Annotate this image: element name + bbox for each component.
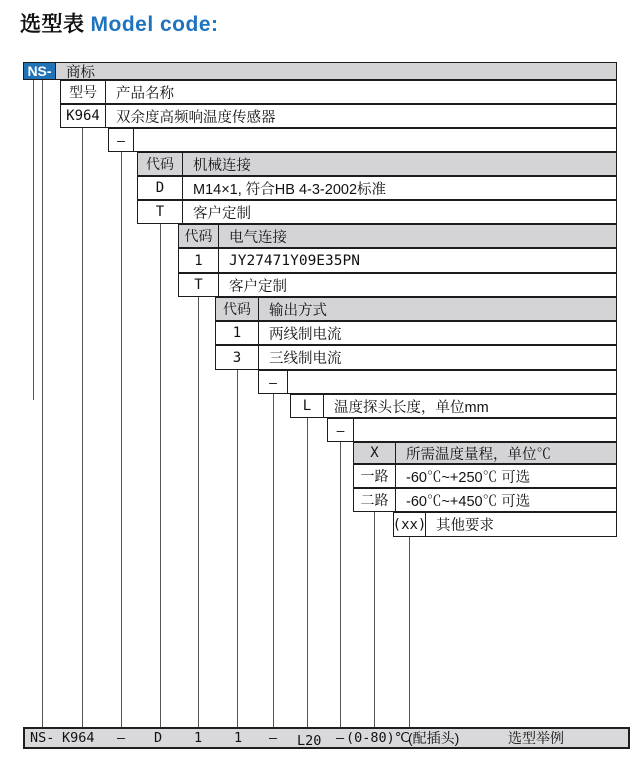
code-cell-mech-option-t: T <box>138 201 183 223</box>
example-part-3: D <box>154 730 163 746</box>
connector-line <box>82 128 83 727</box>
connector-line <box>307 418 308 727</box>
connector-line <box>409 537 410 727</box>
row-range-2 <box>353 488 617 512</box>
desc-cell-output-option-3: 三线制电流 <box>269 351 342 367</box>
row-output-option-1 <box>215 321 617 345</box>
example-part-1: K964 <box>62 730 95 746</box>
code-cell-brand: NS- <box>24 63 56 79</box>
row-output-header <box>215 297 617 321</box>
row-elec-option-t <box>178 273 617 297</box>
connector-line <box>121 152 122 727</box>
desc-cell-mech-option-d: M14×1, 符合HB 4-3-2002标准 <box>193 181 387 198</box>
connector-line <box>374 512 375 727</box>
code-cell-range-header: X <box>354 443 396 463</box>
code-cell-dash-3: – <box>328 419 354 441</box>
page-title-zh: 选型表 <box>20 13 85 36</box>
connector-line <box>237 370 238 727</box>
row-model-header <box>60 80 617 104</box>
desc-cell-model-header: 产品名称 <box>116 85 174 102</box>
desc-cell-mech-header: 机械连接 <box>193 157 251 174</box>
example-part-7: L20 <box>297 733 322 749</box>
example-part-5: 1 <box>234 730 243 746</box>
row-brand <box>23 62 617 80</box>
example-label: 选型举例 <box>508 730 564 746</box>
row-other-req <box>393 512 617 537</box>
page-title <box>20 8 219 38</box>
code-cell-elec-option-t: T <box>179 274 219 296</box>
row-elec-option-1 <box>178 248 617 273</box>
example-part-6: – <box>269 730 278 746</box>
desc-cell-brand: 商标 <box>56 63 616 79</box>
desc-cell-elec-option-t: 客户定制 <box>229 278 287 295</box>
connector-line <box>33 80 34 400</box>
code-cell-output-header: 代码 <box>216 298 259 320</box>
desc-cell-output-option-1: 两线制电流 <box>269 326 342 343</box>
desc-cell-range-2: -60℃~+450℃ 可选 <box>406 493 531 510</box>
connector-line <box>273 394 274 727</box>
row-model-value <box>60 104 617 128</box>
example-part-10: (配插头) <box>408 730 460 746</box>
desc-cell-model-value: 双余度高频响温度传感器 <box>116 109 276 126</box>
desc-cell-dash-2 <box>288 371 616 393</box>
row-range-header <box>353 442 617 464</box>
code-cell-range-1: 一路 <box>354 465 396 487</box>
desc-cell-range-header: 所需温度量程，单位℃ <box>406 446 551 463</box>
desc-cell-dash-3 <box>354 419 616 441</box>
code-cell-output-option-1: 1 <box>216 322 259 344</box>
code-cell-dash-2: – <box>259 371 288 393</box>
row-mech-option-d <box>137 176 617 200</box>
row-range-1 <box>353 464 617 488</box>
code-cell-elec-option-1: 1 <box>179 249 219 272</box>
row-dash-2 <box>258 370 617 394</box>
code-cell-dash-1: – <box>109 129 134 151</box>
code-cell-range-2: 二路 <box>354 489 396 511</box>
desc-cell-other-req: 其他要求 <box>436 518 494 534</box>
row-dash-3 <box>327 418 617 442</box>
code-cell-probe-length: L <box>291 395 324 417</box>
connector-line <box>160 224 161 727</box>
desc-cell-elec-header: 电气连接 <box>229 229 287 246</box>
code-cell-output-option-3: 3 <box>216 346 259 369</box>
example-part-4: 1 <box>194 730 203 746</box>
desc-cell-probe-length: 温度探头长度，单位mm <box>334 399 489 416</box>
desc-cell-output-header: 输出方式 <box>269 302 327 319</box>
row-output-option-3 <box>215 345 617 370</box>
desc-cell-elec-option-1: JY27471Y09E35PN <box>229 252 360 269</box>
desc-cell-range-1: -60℃~+250℃ 可选 <box>406 469 531 486</box>
row-mech-header <box>137 152 617 176</box>
desc-cell-mech-option-t: 客户定制 <box>193 205 251 222</box>
code-cell-other-req: (xx) <box>394 513 426 536</box>
code-cell-model-header: 型号 <box>61 81 106 103</box>
code-cell-mech-header: 代码 <box>138 153 183 175</box>
code-cell-elec-header: 代码 <box>179 225 219 247</box>
example-part-2: – <box>117 730 126 746</box>
desc-cell-dash-1 <box>134 129 616 151</box>
row-mech-option-t <box>137 200 617 224</box>
row-elec-header <box>178 224 617 248</box>
connector-line <box>198 297 199 727</box>
row-dash-1 <box>108 128 617 152</box>
connector-line <box>340 442 341 727</box>
row-probe-length <box>290 394 617 418</box>
code-cell-model-value: K964 <box>61 105 106 127</box>
connector-line <box>42 80 43 727</box>
example-part-9: (0-80)℃ <box>346 730 410 746</box>
example-part-8: – <box>336 730 345 746</box>
example-part-0: NS- <box>30 730 55 746</box>
code-cell-mech-option-d: D <box>138 177 183 199</box>
page-title-en: Model code: <box>90 13 219 36</box>
